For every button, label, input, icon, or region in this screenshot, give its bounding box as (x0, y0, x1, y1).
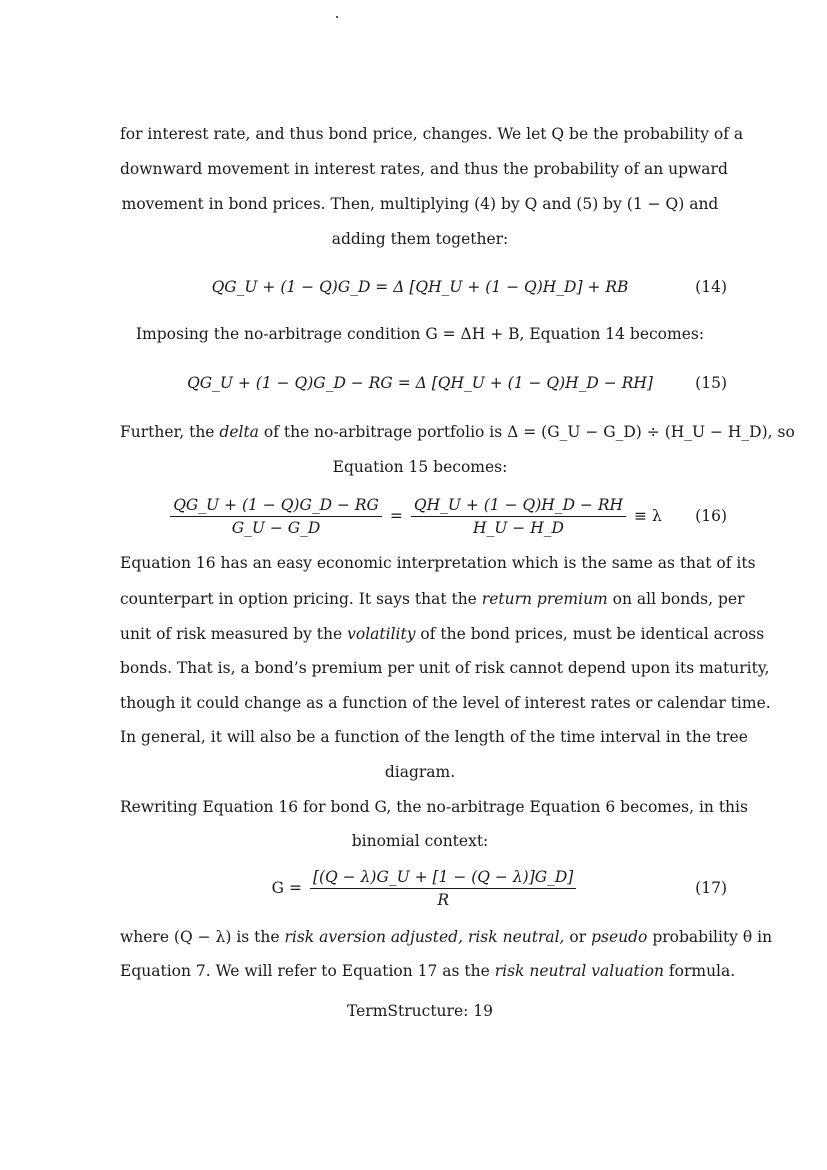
text-fragment: on all bonds, per (607, 590, 745, 608)
equation-14 (120, 277, 720, 297)
text-line: Imposing the no-arbitrage condition G = ΔH + B, Equation 14 becomes: (135, 325, 705, 343)
emphasis-volatility: volatility (347, 625, 416, 643)
text-line (120, 589, 745, 609)
text-fragment: probability θ in (647, 928, 773, 946)
equation-15-body: QG_U + (1 − Q)G_D − RG = Δ [QH_U + (1 − Q)H_D − RH] (187, 374, 653, 392)
text-line: adding them together: (331, 230, 509, 248)
text-fragment: counterpart in option pricing. It says that the (120, 590, 482, 608)
equation-16 (120, 492, 720, 540)
text-fragment: Equation 7. We will refer to Equation 17 as the (120, 962, 495, 980)
text-line (120, 422, 795, 442)
emphasis-risk-aversion: risk aversion adjusted, risk neutral, (284, 928, 565, 946)
equation-16-right-fraction (411, 496, 626, 537)
text-line: diagram. (384, 763, 456, 781)
text-line: bonds. That is, a bond’s premium per unit of risk cannot depend upon its maturity, (120, 659, 770, 677)
text-fragment: of the bond prices, must be identical across (415, 625, 765, 643)
fraction-denominator: G_U − G_D (231, 518, 321, 537)
emphasis-delta: delta (219, 423, 259, 441)
text-fragment: or (564, 928, 592, 946)
fraction-numerator: QH_U + (1 − Q)H_D − RH (411, 496, 626, 517)
equation-15-number: (15) (695, 374, 727, 392)
fraction-numerator: QG_U + (1 − Q)G_D − RG (170, 496, 382, 517)
text-line: Equation 15 becomes: (332, 458, 508, 476)
text-fragment: of the no-arbitrage portfolio is Δ = (G_U − G_D) ÷ (H_U − H_D), so (258, 423, 795, 441)
equation-17-fraction (310, 868, 576, 909)
equation-17-number: (17) (695, 879, 727, 897)
text-line: Rewriting Equation 16 for bond G, the no-arbitrage Equation 6 becomes, in this (120, 798, 748, 816)
text-line: downward movement in interest rates, and thus the probability of an upward (120, 160, 728, 178)
emphasis-risk-neutral-valuation: risk neutral valuation (494, 962, 664, 980)
equation-15 (120, 373, 720, 393)
scan-artifact-dot (336, 16, 338, 18)
text-fragment: unit of risk measured by the (120, 625, 348, 643)
text-line: movement in bond prices. Then, multiplying (4) by Q and (5) by (1 − Q) and (121, 195, 719, 213)
equation-17 (120, 864, 720, 912)
text-line: Equation 16 has an easy economic interpretation which is the same as that of its (120, 554, 756, 572)
text-line: for interest rate, and thus bond price, changes. We let Q be the probability of a (120, 125, 744, 143)
fraction-denominator: H_U − H_D (473, 518, 564, 537)
text-line: binomial context: (351, 832, 489, 850)
equation-16-number: (16) (695, 507, 727, 525)
equation-16-left-fraction (170, 496, 382, 537)
text-line: though it could change as a function of the level of interest rates or calendar time. (120, 694, 771, 712)
equation-16-tail: ≡ λ (634, 507, 662, 525)
page-footer: TermStructure: 19 (346, 1002, 493, 1020)
text-line (120, 961, 736, 981)
text-line (120, 624, 765, 644)
equals-sign: = (389, 507, 403, 525)
fraction-numerator: [(Q − λ)G_U + [1 − (Q − λ)]G_D] (310, 868, 576, 889)
text-line: In general, it will also be a function of the length of the time interval in the tree (120, 728, 748, 746)
emphasis-pseudo: pseudo (591, 928, 648, 946)
fraction-denominator: R (437, 890, 449, 909)
text-line (120, 927, 773, 947)
text-fragment: formula. (663, 962, 736, 980)
equation-14-body: QG_U + (1 − Q)G_D = Δ [QH_U + (1 − Q)H_D] + RB (211, 278, 629, 296)
equation-14-number: (14) (695, 278, 727, 296)
text-fragment: where (Q − λ) is the (120, 928, 285, 946)
text-fragment: Further, the (120, 423, 220, 441)
equation-17-lhs: G = (271, 879, 302, 897)
emphasis-return-premium: return premium (481, 590, 608, 608)
